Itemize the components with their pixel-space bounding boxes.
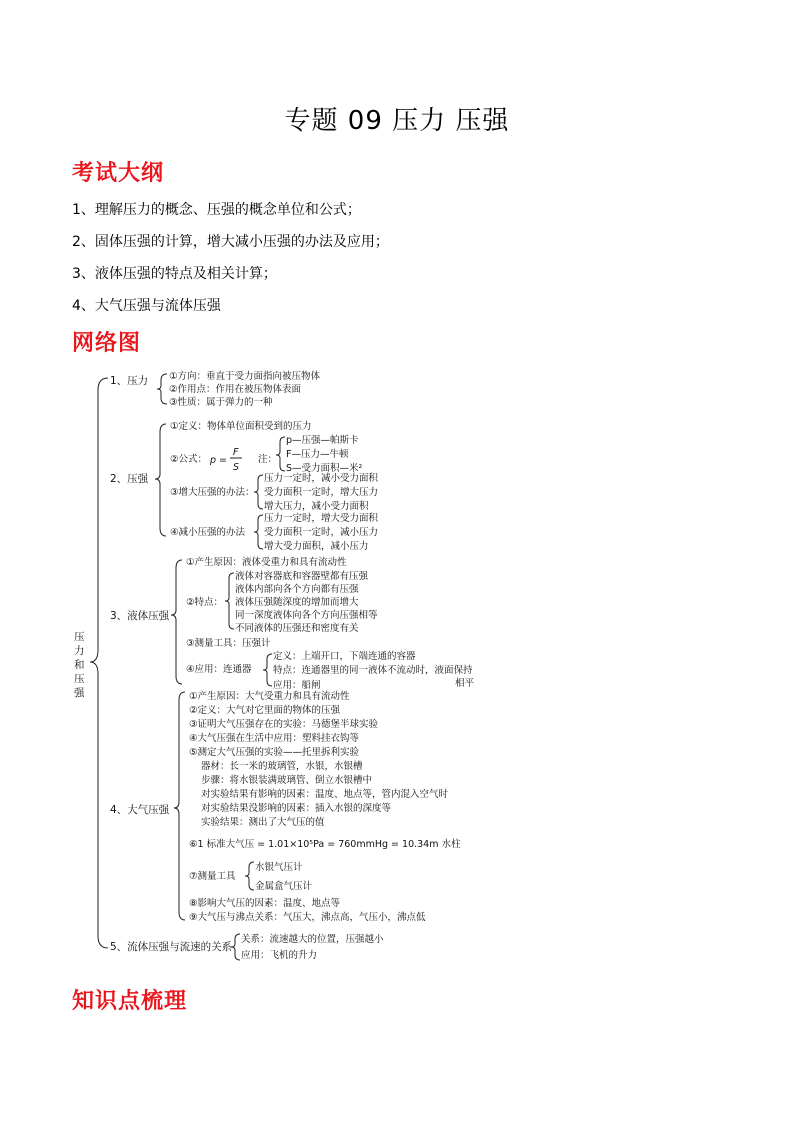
b5-item: 关系：流速越大的位置，压强越小 (241, 934, 384, 945)
b4-line: 实验结果：测出了大气压的值 (201, 817, 325, 828)
b4-boiling: ⑨大气压与沸点关系：气压大，沸点高，气压小，沸点低 (189, 912, 426, 923)
b3-feature: 同一深度液体向各个方向压强相等 (235, 610, 378, 621)
root-char: 强 (74, 687, 85, 699)
b3-app: 特点：连通器里的同一液体不流动时，液面保持 (273, 665, 473, 676)
b3-app-brace (263, 654, 272, 686)
root-char: 力 (74, 645, 85, 657)
outline-item: 3、液体压强的特点及相关计算； (72, 266, 277, 282)
b3-feature: 液体压强随深度的增加而增大 (235, 597, 359, 608)
b4-tool-label: ⑦测量工具 (189, 871, 236, 882)
b2-definition: ①定义：物体单位面积受到的压力 (170, 421, 312, 432)
b2-decrease-label: ④减小压强的办法 (170, 527, 246, 538)
b4-line: ③证明大气压强存在的实验：马德堡半球实验 (189, 719, 379, 730)
b3-cause: ①产生原因：液体受重力和具有流动性 (186, 557, 347, 568)
b4-line: 对实验结果没影响的因素：插入水银的深度等 (201, 803, 392, 814)
b4-line: 对实验结果有影响的因素：温度、地点等，管内混入空气时 (201, 789, 449, 800)
b4-standard: ⑥1 标准大气压 = 1.01×10⁵Pa = 760mmHg = 10.34m 水柱 (189, 839, 461, 850)
b1-item: ①方向：垂直于受力面指向被压物体 (169, 371, 321, 382)
branch-label-fluid: 5、流体压强与流速的关系 (110, 941, 233, 953)
knowledge-points-heading: 知识点梳理 (72, 989, 188, 1014)
b3-tool: ③测量工具：压强计 (186, 638, 271, 649)
b2-increase-brace (254, 475, 263, 509)
root-char: 和 (74, 659, 85, 671)
b3-feature: 液体对容器底和容器壁都有压强 (235, 571, 369, 582)
outline-heading: 考试大纲 (72, 161, 165, 186)
b3-app-tail: 相平 (455, 678, 475, 689)
b2-note-brace (276, 437, 285, 471)
b3-features-brace (225, 573, 234, 629)
b2-note: F—压力—牛顿 (286, 449, 349, 460)
b2-increase-label: ③增大压强的办法： (170, 487, 255, 498)
b2-formula-label: ②公式： (170, 454, 208, 465)
branch3-brace (171, 560, 182, 684)
b4-line: ①产生原因：大气受重力和具有流动性 (189, 691, 350, 702)
b2-decrease-brace (254, 515, 263, 549)
branch5-brace (231, 934, 240, 960)
b4-line: 步骤：将水银装满玻璃管、倒立水银槽中 (201, 775, 373, 786)
branch1-brace (157, 374, 167, 404)
b4-factors: ⑧影响大气压的因素：温度、地点等 (189, 898, 341, 909)
b3-app: 定义：上端开口，下端连通的容器 (273, 651, 416, 662)
b4-line: ⑤测定大气压强的实验——托里拆利实验 (189, 747, 360, 758)
branch-label-pressure: 1、压力 (110, 375, 149, 387)
branch-label-pressure-intensity: 2、压强 (110, 473, 149, 485)
b2-increase: 受力面积一定时，增大压力 (264, 487, 379, 498)
b4-tool: 水银气压计 (255, 862, 303, 873)
b4-tool-brace (245, 862, 254, 890)
b4-tool: 金属盒气压计 (255, 881, 313, 892)
branch4-brace (174, 692, 185, 920)
b1-item: ③性质：属于弹力的一种 (169, 397, 273, 408)
b2-formula-den: S (233, 462, 240, 473)
b2-decrease: 受力面积一定时，减小压力 (264, 527, 379, 538)
map-heading: 网络图 (72, 331, 142, 356)
outline-item: 4、大气压强与流体压强 (72, 298, 221, 314)
b2-decrease: 增大受力面积，减小压力 (264, 541, 369, 552)
b2-formula-p: p = (210, 455, 228, 466)
b3-feature: 液体内部向各个方向都有压强 (235, 584, 359, 595)
b3-feature: 不同液体的压强还和密度有关 (235, 623, 359, 634)
outline-item: 1、理解压力的概念、压强的概念单位和公式； (72, 202, 361, 218)
root-brace (90, 378, 108, 948)
b3-app-label: ④应用：连通器 (186, 664, 252, 675)
b5-item: 应用：飞机的升力 (241, 950, 318, 961)
b4-line: 器材：长一米的玻璃管，水银，水银槽 (201, 761, 363, 772)
b2-formula-num: F (233, 447, 239, 458)
branch-label-liquid: 3、液体压强 (110, 610, 170, 622)
b2-note: p—压强—帕斯卡 (286, 435, 359, 446)
root-char: 压 (74, 673, 85, 685)
root-char: 压 (74, 631, 85, 643)
b2-note-label: 注： (258, 454, 278, 465)
b3-features-label: ②特点： (186, 597, 224, 608)
b3-app: 应用：船闸 (273, 680, 321, 691)
b2-increase: 增大压力，减小受力面积 (264, 501, 369, 512)
b4-line: ②定义：大气对它里面的物体的压强 (189, 705, 341, 716)
page-title: 专题 09 压力 压强 (284, 106, 510, 136)
branch2-brace (155, 424, 166, 536)
outline-item: 2、固体压强的计算，增大减小压强的办法及应用； (72, 234, 389, 250)
b2-increase: 压力一定时，减小受力面积 (264, 473, 379, 484)
b1-item: ②作用点：作用在被压物体表面 (169, 384, 302, 395)
b2-decrease: 压力一定时，增大受力面积 (264, 513, 379, 524)
branch-label-atmosphere: 4、大气压强 (110, 804, 170, 816)
b2-note: S—受力面积—米² (286, 463, 363, 474)
b4-line: ④大气压强在生活中应用：塑料挂衣钩等 (189, 733, 360, 744)
